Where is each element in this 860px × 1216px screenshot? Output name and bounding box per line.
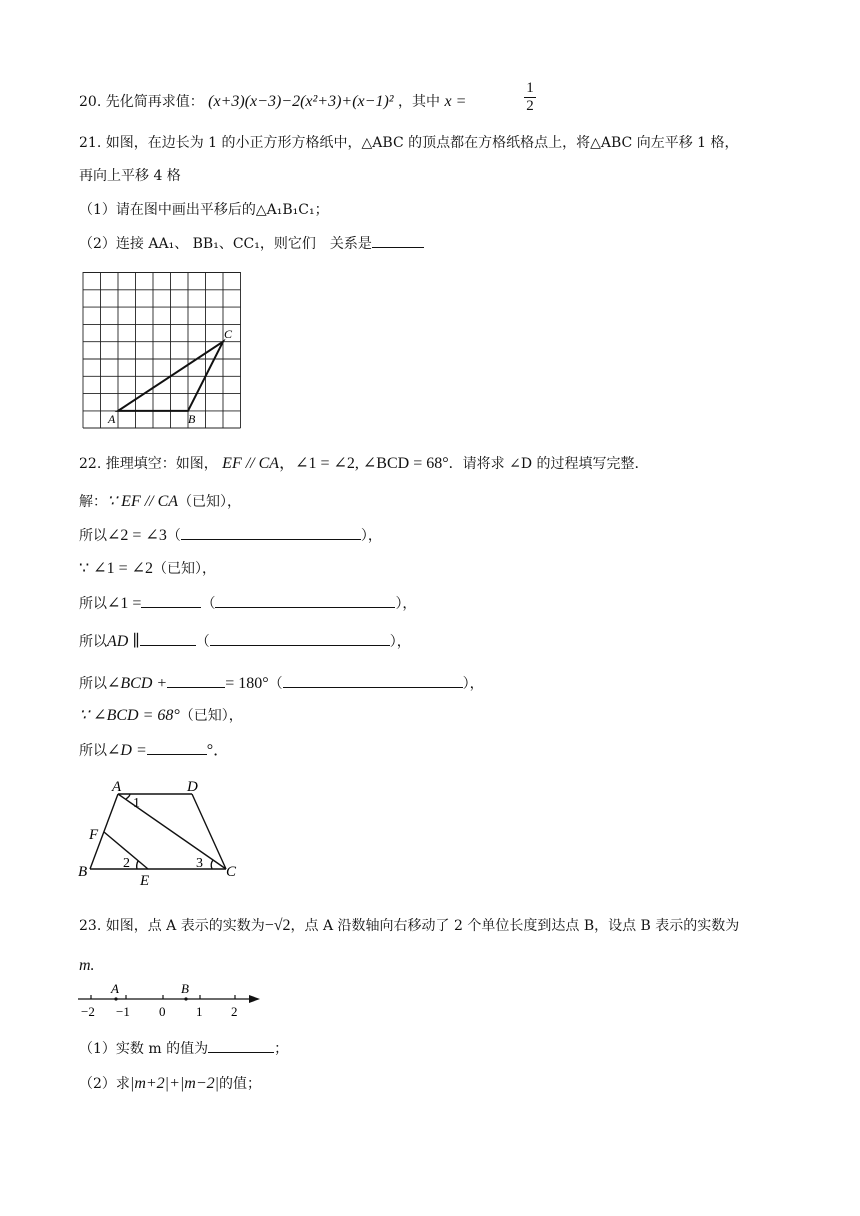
q22-step5-math: AD ∥ — [107, 633, 140, 650]
q22-step1-math: ∵ EF // CA — [107, 493, 179, 510]
q23-value: −√2 — [264, 917, 291, 934]
q22-step6-paren-close: ）， — [462, 676, 484, 692]
fig-label-a: A — [112, 779, 122, 795]
q22-step1 — [79, 492, 241, 512]
q22-step7-reason: （已知）， — [179, 708, 243, 724]
q23-line1-b: ，点 A 沿数轴向右移动了 2 个单位长度到达点 B，设点 B 表示的实数为 — [290, 918, 740, 934]
q23-number-line — [74, 980, 266, 1020]
q20-expression: (x+3)(x−3)−2(x²+3)+(x−1)² — [208, 93, 394, 110]
q22-step7 — [79, 706, 243, 726]
q22-step6-math: ∠BCD + — [107, 675, 168, 692]
q22-step4-math: ∠1 = — [107, 595, 142, 612]
grid-lines — [83, 272, 241, 428]
q22-step8 — [79, 740, 229, 761]
q23-sub1-text: （1）实数 m 的值为 — [79, 1041, 209, 1057]
axis-arrow — [249, 995, 260, 1003]
q22-step4-prefix: 所以 — [79, 596, 107, 612]
q20-condition-sep: ，其中 — [398, 94, 441, 110]
q22-step8-blank[interactable] — [147, 740, 207, 755]
q22-step2-math: ∠2 = ∠3 — [107, 527, 167, 544]
q22-step2-prefix: 所以 — [79, 528, 107, 544]
q22-step3-math: ∵ ∠1 = ∠2 — [79, 560, 154, 577]
q22-step5 — [79, 631, 411, 652]
q22-step1-reason: （已知）， — [178, 494, 242, 510]
q22-step6-blank[interactable] — [167, 673, 225, 688]
angle-1-arc — [126, 794, 130, 799]
q21-sub2 — [79, 233, 424, 254]
fig-label-f: F — [89, 827, 99, 843]
q20-fraction — [524, 80, 536, 115]
tick-label-neg1: −1 — [116, 1004, 130, 1019]
q21-line2: 再向上平移 4 格 — [79, 168, 181, 184]
q22-step5-reason-blank[interactable] — [210, 631, 390, 646]
q23-sub2 — [79, 1074, 261, 1094]
q22-step3-reason: （已知）， — [153, 561, 217, 577]
q23-sub2-expr: |m+2|+|m−2| — [129, 1075, 220, 1092]
q22-step2-reason-blank[interactable] — [181, 525, 361, 540]
q22-step4-reason-blank[interactable] — [215, 593, 395, 608]
point-a-label: A — [111, 981, 119, 996]
fig-label-angle-3: 3 — [196, 856, 203, 871]
q21-sub1: （1）请在图中画出平移后的△A₁B₁C₁； — [79, 202, 329, 218]
q22-step6-paren-open: （ — [268, 676, 283, 692]
q23-line2 — [79, 956, 95, 976]
q22-step4-blank[interactable] — [141, 593, 201, 608]
q22-intro-text: 22. 推理填空：如图， — [79, 456, 218, 472]
q22-step8-math: ∠D = — [107, 742, 147, 759]
tick-label-1: 1 — [196, 1004, 203, 1019]
q22-step4 — [79, 593, 416, 614]
point-b-label: B — [181, 981, 189, 996]
q23-sub1-blank[interactable] — [208, 1038, 274, 1053]
point-b-dot — [184, 997, 187, 1000]
q22-step2-paren-close: ）， — [360, 528, 382, 544]
fig-label-b: B — [78, 864, 88, 880]
q21-grid-figure — [82, 272, 244, 432]
q22-step8-prefix: 所以 — [79, 743, 107, 759]
q23-sub2-b: 的值； — [219, 1076, 262, 1092]
q22-step8-tail: °． — [206, 742, 230, 759]
q21-sub2-text: （2）连接 AA₁、 BB₁、CC₁，则它们 关系是 — [79, 236, 372, 252]
q22-given2: ，∠1 = ∠2, ∠BCD = 68° — [279, 455, 449, 472]
q22-step4-paren-close: ）， — [395, 596, 417, 612]
q23-sub1-end: ； — [274, 1041, 289, 1057]
q22-step5-prefix: 所以 — [79, 634, 107, 650]
q22-step2-paren-open: （ — [166, 528, 181, 544]
q20-fraction-num: 1 — [526, 80, 534, 96]
fig-label-d: D — [187, 779, 198, 795]
point-a-dot — [114, 997, 117, 1000]
q23-sub2-a: （2）求 — [79, 1076, 130, 1092]
q22-step6-tail: = 180° — [225, 675, 269, 692]
q20-line — [79, 92, 466, 112]
q22-step6 — [79, 673, 484, 694]
q22-solve-prefix: 解： — [79, 494, 107, 510]
q22-step5-paren-open: （ — [195, 634, 210, 650]
q20-number: 20. — [79, 94, 102, 110]
angle-3-arc — [211, 860, 213, 869]
q23-line2-text: m. — [79, 957, 95, 974]
fig-label-e: E — [140, 873, 150, 888]
angle-2-arc — [137, 861, 138, 869]
q23-sub1 — [79, 1038, 288, 1059]
grid-label-b: B — [188, 412, 196, 426]
q22-step4-paren-open: （ — [201, 596, 216, 612]
q22-step6-reason-blank[interactable] — [283, 673, 463, 688]
q22-ask: ．请将求 ∠D 的过程填写完整. — [448, 456, 639, 472]
fig-label-c: C — [226, 864, 237, 880]
q22-trapezoid-figure — [76, 776, 246, 888]
q22-step7-math: ∵ ∠BCD = 68° — [79, 707, 180, 724]
q22-step5-blank[interactable] — [140, 631, 196, 646]
q23-line1 — [79, 916, 739, 936]
q22-step3 — [79, 559, 216, 579]
grid-label-a: A — [108, 412, 116, 426]
q22-step5-paren-close: ）， — [389, 634, 411, 650]
q23-line1-a: 23. 如图，点 A 表示的实数为 — [79, 918, 265, 934]
q21-line1: 21. 如图，在边长为 1 的小正方形方格纸中，△ABC 的顶点都在方格纸格点上，将△ABC 向左平移 1 格， — [79, 135, 739, 151]
q20-fraction-den: 2 — [526, 98, 534, 114]
q22-step6-prefix: 所以 — [79, 676, 107, 692]
fig-label-angle-1: 1 — [133, 796, 140, 811]
fig-label-angle-2: 2 — [123, 856, 130, 871]
q21-answer-blank[interactable] — [372, 233, 424, 248]
q20-label: 先化简再求值： — [105, 94, 204, 110]
q22-given1: EF // CA — [222, 455, 280, 472]
tick-label-0: 0 — [159, 1004, 166, 1019]
grid-label-c: C — [224, 327, 233, 341]
q22-intro — [79, 454, 639, 474]
q22-step2 — [79, 525, 382, 546]
q20-condition-var: x = — [444, 93, 467, 110]
tick-label-2: 2 — [231, 1004, 238, 1019]
tick-label-neg2: −2 — [81, 1004, 95, 1019]
